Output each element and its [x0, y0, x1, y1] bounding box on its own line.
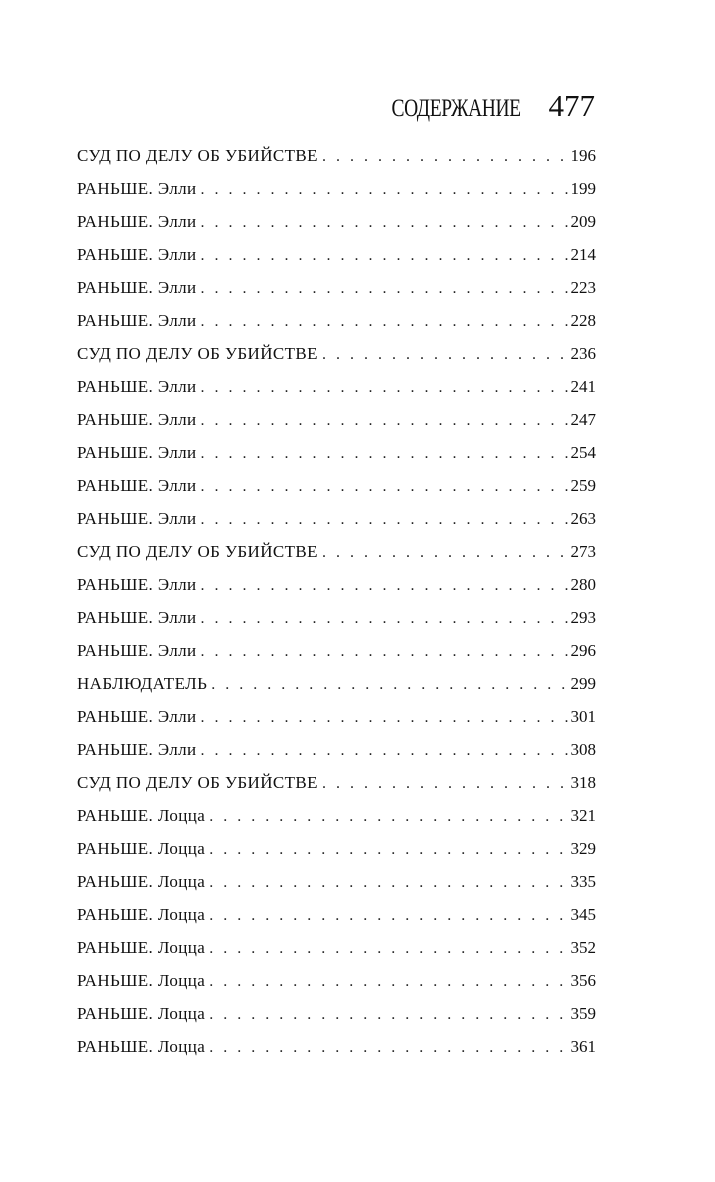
toc-entry: [77, 172, 596, 205]
toc-entry-title: СУД ПО ДЕЛУ ОБ УБИЙСТВЕ: [77, 146, 318, 165]
toc-entry: [77, 370, 596, 403]
toc-entry: [77, 832, 596, 865]
toc-entry-page: 247: [570, 410, 596, 429]
toc-entry: [77, 700, 596, 733]
dot-leader: [207, 668, 570, 700]
toc-entry-title: РАНЬШЕ. Элли: [77, 740, 197, 759]
toc-entry: [77, 238, 596, 271]
toc-entry-page: 273: [570, 542, 596, 561]
dot-leader: [197, 437, 571, 469]
toc-entry: [77, 766, 596, 799]
dot-leader: [197, 635, 571, 667]
toc-entry-title: РАНЬШЕ. Элли: [77, 509, 197, 528]
running-header: [355, 88, 595, 124]
toc-entry: [77, 601, 596, 634]
toc-entry: [77, 469, 596, 502]
toc-entry-title: РАНЬШЕ. Элли: [77, 641, 197, 660]
toc-entry-page: 254: [570, 443, 596, 462]
toc-entry-page: 236: [570, 344, 596, 363]
toc-entry: [77, 733, 596, 766]
toc-entry-page: 293: [570, 608, 596, 627]
toc-entry-page: 352: [570, 938, 596, 957]
toc-entry-page: 296: [570, 641, 596, 660]
dot-leader: [197, 470, 571, 502]
toc-entry: [77, 535, 596, 568]
toc-entry-title: РАНЬШЕ. Элли: [77, 245, 197, 264]
dot-leader: [197, 569, 571, 601]
dot-leader: [197, 272, 571, 304]
running-header-title: СОДЕРЖАНИЕ: [391, 95, 521, 122]
toc-entry-title: РАНЬШЕ. Лоцца: [77, 1037, 206, 1056]
toc-entry: [77, 139, 596, 172]
toc-entry-page: 223: [570, 278, 596, 297]
dot-leader: [318, 140, 571, 172]
toc-entry: [77, 271, 596, 304]
toc-entry-page: 228: [570, 311, 596, 330]
toc-entry-page: 361: [570, 1037, 596, 1056]
toc-entry-title: РАНЬШЕ. Элли: [77, 179, 197, 198]
dot-leader: [197, 305, 571, 337]
toc-entry-title: РАНЬШЕ. Элли: [77, 476, 197, 495]
toc-entry-page: 241: [570, 377, 596, 396]
toc-entry-page: 199: [570, 179, 596, 198]
toc-entry-title: НАБЛЮДАТЕЛЬ: [77, 674, 208, 693]
dot-leader: [205, 899, 570, 931]
toc-entry-title: СУД ПО ДЕЛУ ОБ УБИЙСТВЕ: [77, 542, 318, 561]
dot-leader: [197, 404, 571, 436]
dot-leader: [318, 767, 571, 799]
toc-entry: [77, 304, 596, 337]
toc-entry-title: РАНЬШЕ. Элли: [77, 278, 197, 297]
toc-entry-page: 299: [570, 674, 596, 693]
toc-entry-title: РАНЬШЕ. Элли: [77, 608, 197, 627]
dot-leader: [205, 1031, 570, 1063]
toc-entry: [77, 502, 596, 535]
dot-leader: [197, 701, 571, 733]
dot-leader: [197, 503, 571, 535]
toc-entry-title: РАНЬШЕ. Лоцца: [77, 938, 206, 957]
toc-entry: [77, 964, 596, 997]
toc-entry-title: РАНЬШЕ. Лоцца: [77, 872, 206, 891]
toc-entry-page: 308: [570, 740, 596, 759]
toc-entry-page: 356: [570, 971, 596, 990]
toc-entry-title: РАНЬШЕ. Лоцца: [77, 905, 206, 924]
dot-leader: [205, 833, 570, 865]
toc-entry-page: 318: [570, 773, 596, 792]
toc-entry-page: 259: [570, 476, 596, 495]
toc-entry-page: 335: [570, 872, 596, 891]
dot-leader: [197, 239, 571, 271]
toc-entry: [77, 997, 596, 1030]
toc-entry-title: РАНЬШЕ. Элли: [77, 212, 197, 231]
toc-entry: [77, 1030, 596, 1063]
dot-leader: [197, 173, 571, 205]
dot-leader: [318, 338, 571, 370]
dot-leader: [205, 932, 570, 964]
toc-entry: [77, 205, 596, 238]
toc-entry-page: 329: [570, 839, 596, 858]
dot-leader: [197, 371, 571, 403]
toc-entry-title: РАНЬШЕ. Лоцца: [77, 806, 206, 825]
toc-entry: [77, 568, 596, 601]
toc-entry-title: РАНЬШЕ. Лоцца: [77, 839, 206, 858]
dot-leader: [197, 206, 571, 238]
toc-entry: [77, 634, 596, 667]
toc-entry-title: РАНЬШЕ. Элли: [77, 377, 197, 396]
toc-entry-title: РАНЬШЕ. Лоцца: [77, 971, 206, 990]
dot-leader: [197, 602, 571, 634]
dot-leader: [205, 998, 570, 1030]
page-number: 477: [548, 88, 595, 123]
toc-entry-page: 214: [570, 245, 596, 264]
toc-entry-title: СУД ПО ДЕЛУ ОБ УБИЙСТВЕ: [77, 773, 318, 792]
dot-leader: [197, 734, 571, 766]
toc-entry: [77, 436, 596, 469]
toc-entry-title: РАНЬШЕ. Лоцца: [77, 1004, 206, 1023]
toc-entry-page: 263: [570, 509, 596, 528]
toc-entry-title: РАНЬШЕ. Элли: [77, 311, 197, 330]
toc-entry: [77, 337, 596, 370]
toc-entry-title: РАНЬШЕ. Элли: [77, 443, 197, 462]
toc-entry-title: РАНЬШЕ. Элли: [77, 707, 197, 726]
dot-leader: [205, 965, 570, 997]
toc-entry: [77, 667, 596, 700]
toc-entry: [77, 931, 596, 964]
toc-entry-title: РАНЬШЕ. Элли: [77, 575, 197, 594]
toc-entry-page: 359: [570, 1004, 596, 1023]
toc-entry-title: СУД ПО ДЕЛУ ОБ УБИЙСТВЕ: [77, 344, 318, 363]
dot-leader: [205, 800, 570, 832]
toc-entry: [77, 403, 596, 436]
table-of-contents: [77, 139, 596, 1063]
toc-entry: [77, 799, 596, 832]
toc-entry-page: 209: [570, 212, 596, 231]
toc-entry-page: 345: [570, 905, 596, 924]
toc-entry-page: 321: [570, 806, 596, 825]
toc-entry: [77, 898, 596, 931]
toc-entry-page: 280: [570, 575, 596, 594]
toc-entry-title: РАНЬШЕ. Элли: [77, 410, 197, 429]
toc-entry-page: 301: [570, 707, 596, 726]
toc-entry: [77, 865, 596, 898]
toc-entry-page: 196: [570, 146, 596, 165]
dot-leader: [205, 866, 570, 898]
dot-leader: [318, 536, 571, 568]
